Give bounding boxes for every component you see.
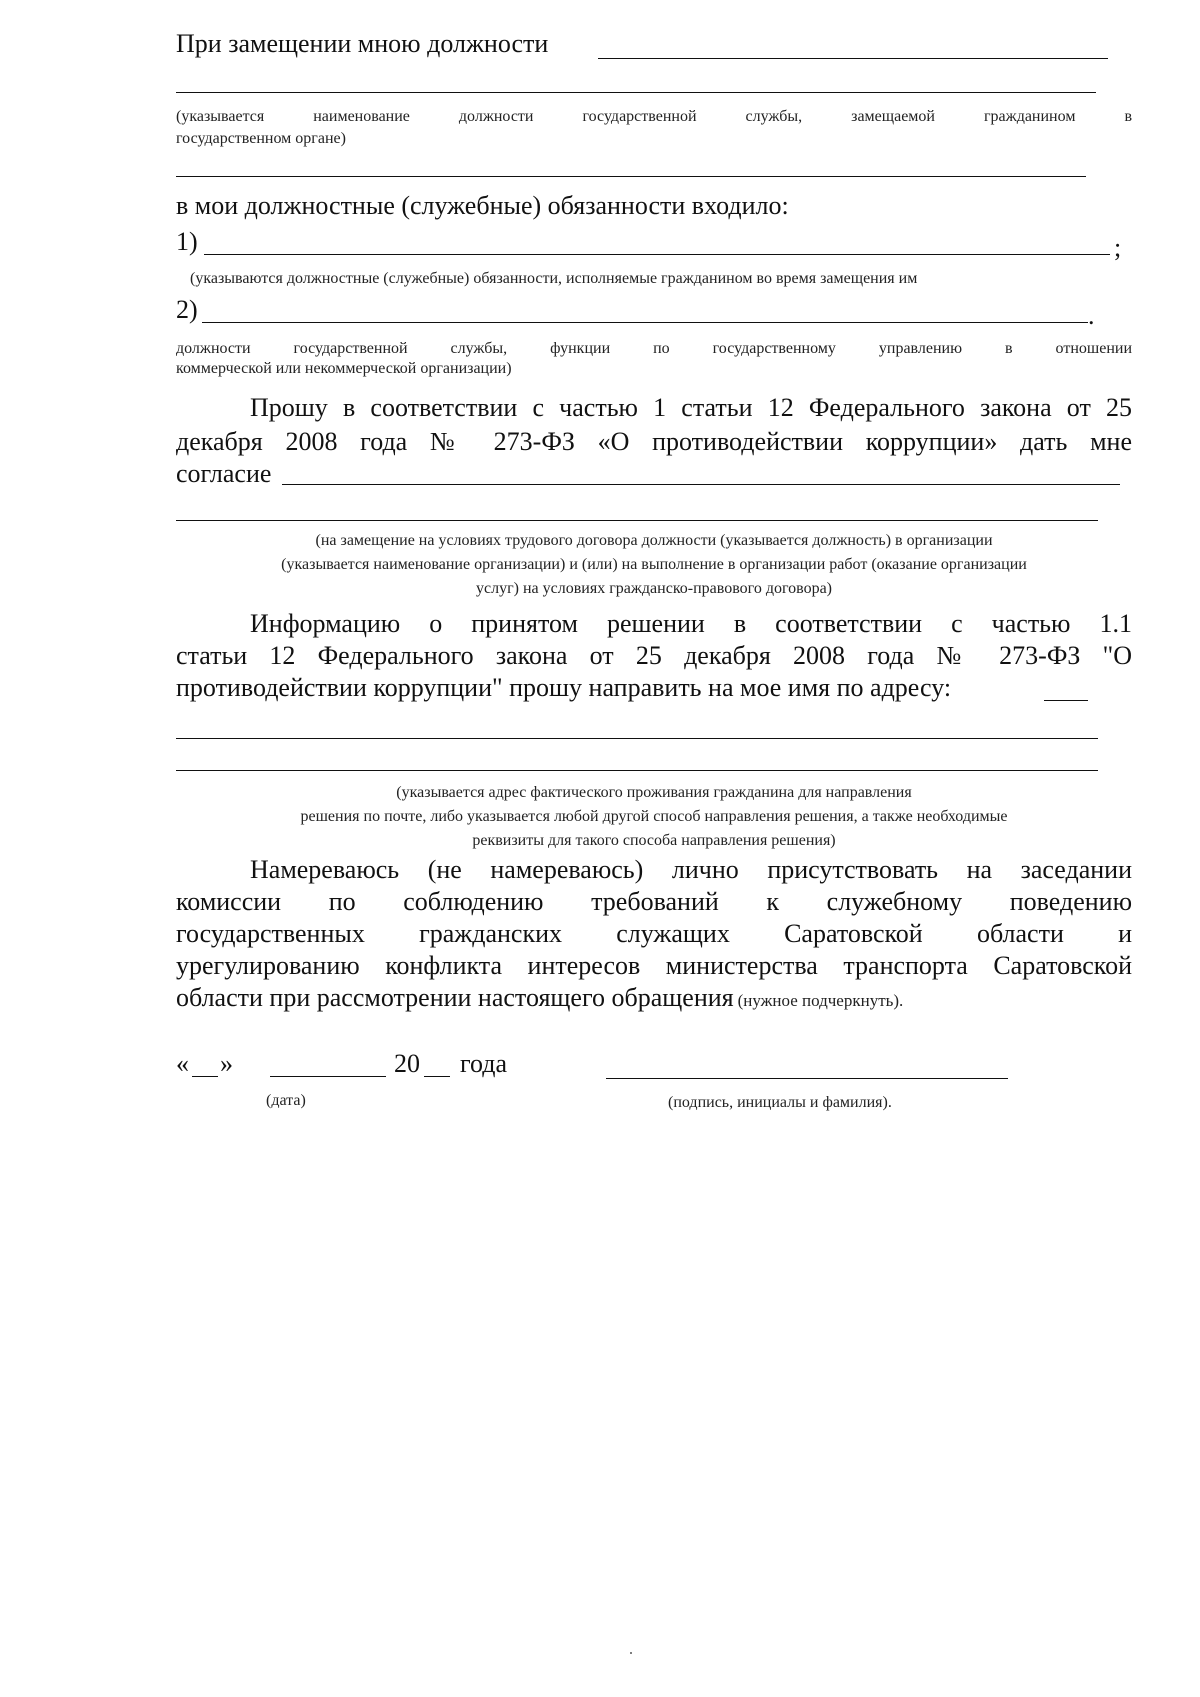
intent-note: (нужное подчеркнуть).: [737, 991, 904, 1010]
duty-2-label: 2): [176, 295, 198, 324]
consent-note-line-1: (на замещение на условиях трудового договора должности (указывается должность) в организации: [315, 532, 993, 549]
address-note-line-1: (указывается адрес фактического проживания гражданина для направления: [396, 784, 912, 801]
duty-2-blank-line[interactable]: [202, 322, 1088, 323]
duty-note-2-line-2: коммерческой или некоммерческой организации): [176, 360, 512, 377]
signature-caption: (подпись, инициалы и фамилия).: [668, 1094, 892, 1111]
duty-note-1: (указываются должностные (служебные) обязанности, исполняемые гражданином во время замещения им: [190, 270, 918, 287]
intent-paragraph-line-4: урегулированию конфликта интересов министерства транспорта Саратовской: [176, 951, 1132, 980]
address-note-line-3: реквизиты для такого способа направления решения): [472, 832, 836, 849]
request-paragraph-line-1: Прошу в соответствии с частью 1 статьи 12 Федерального закона от 25: [250, 393, 1132, 422]
scan-speck: [630, 1652, 632, 1654]
signature-blank-line[interactable]: [606, 1078, 1008, 1079]
request-paragraph-line-2: декабря 2008 года № 273-ФЗ «О противодействии коррупции» дать мне: [176, 427, 1132, 456]
intent-paragraph-text: области при рассмотрении настоящего обращения: [176, 983, 734, 1012]
consent-blank-line[interactable]: [282, 484, 1120, 485]
duty-1-end: ;: [1114, 233, 1122, 262]
address-note-line-2: решения по почте, либо указывается любой другой способ направления решения, а также необходимые: [300, 808, 1008, 825]
date-close-quote: »: [220, 1049, 233, 1078]
intent-paragraph-line-3: государственных гражданских служащих Саратовской области и: [176, 919, 1132, 948]
year-prefix: 20: [394, 1049, 420, 1078]
intent-paragraph-line-5: [176, 982, 903, 1014]
position-note-line-2: государственном органе): [176, 130, 346, 147]
info-paragraph-line-3: противодействии коррупции" прошу направить на мое имя по адресу:: [176, 673, 952, 702]
duties-heading: в мои должностные (служебные) обязанности входило:: [176, 191, 789, 220]
year-suffix: года: [460, 1049, 508, 1078]
info-paragraph-line-2: статьи 12 Федерального закона от 25 декабря 2008 года № 273-ФЗ "О: [176, 641, 1132, 670]
year-blank-line[interactable]: [424, 1076, 450, 1077]
duty-2-end: .: [1088, 301, 1095, 330]
position-label: При замещении мною должности: [176, 29, 549, 58]
intent-paragraph-line-1: Намереваюсь (не намереваюсь) лично присутствовать на заседании: [250, 855, 1132, 884]
address-blank-line-2[interactable]: [176, 738, 1098, 739]
month-blank-line[interactable]: [270, 1076, 386, 1077]
position-blank-line-2[interactable]: [176, 92, 1096, 93]
position-blank-line-3[interactable]: [176, 176, 1086, 177]
position-note-line-1: (указывается наименование должности государственной службы, замещаемой гражданином в: [176, 108, 1132, 125]
intent-paragraph-line-2: комиссии по соблюдению требований к служебному поведению: [176, 887, 1132, 916]
date-caption: (дата): [266, 1092, 306, 1109]
date-open-quote: «: [176, 1049, 189, 1078]
duty-1-label: 1): [176, 227, 198, 256]
consent-blank-line-2[interactable]: [176, 520, 1098, 521]
address-blank-line-3[interactable]: [176, 770, 1098, 771]
duty-1-blank-line[interactable]: [204, 254, 1110, 255]
position-blank-line[interactable]: [598, 58, 1108, 59]
address-blank-line[interactable]: [1044, 700, 1088, 701]
duty-note-2-line-1: должности государственной службы, функции по государственному управлению в отношении: [176, 340, 1132, 357]
info-paragraph-line-1: Информацию о принятом решении в соответствии с частью 1.1: [250, 609, 1132, 638]
consent-note-line-3: услуг) на условиях гражданско-правового договора): [475, 580, 832, 597]
day-blank-line[interactable]: [192, 1076, 218, 1077]
consent-note-line-2: (указывается наименование организации) и (или) на выполнение в организации работ (оказание организации: [281, 556, 1027, 573]
request-paragraph-line-3: согласие: [176, 459, 272, 488]
